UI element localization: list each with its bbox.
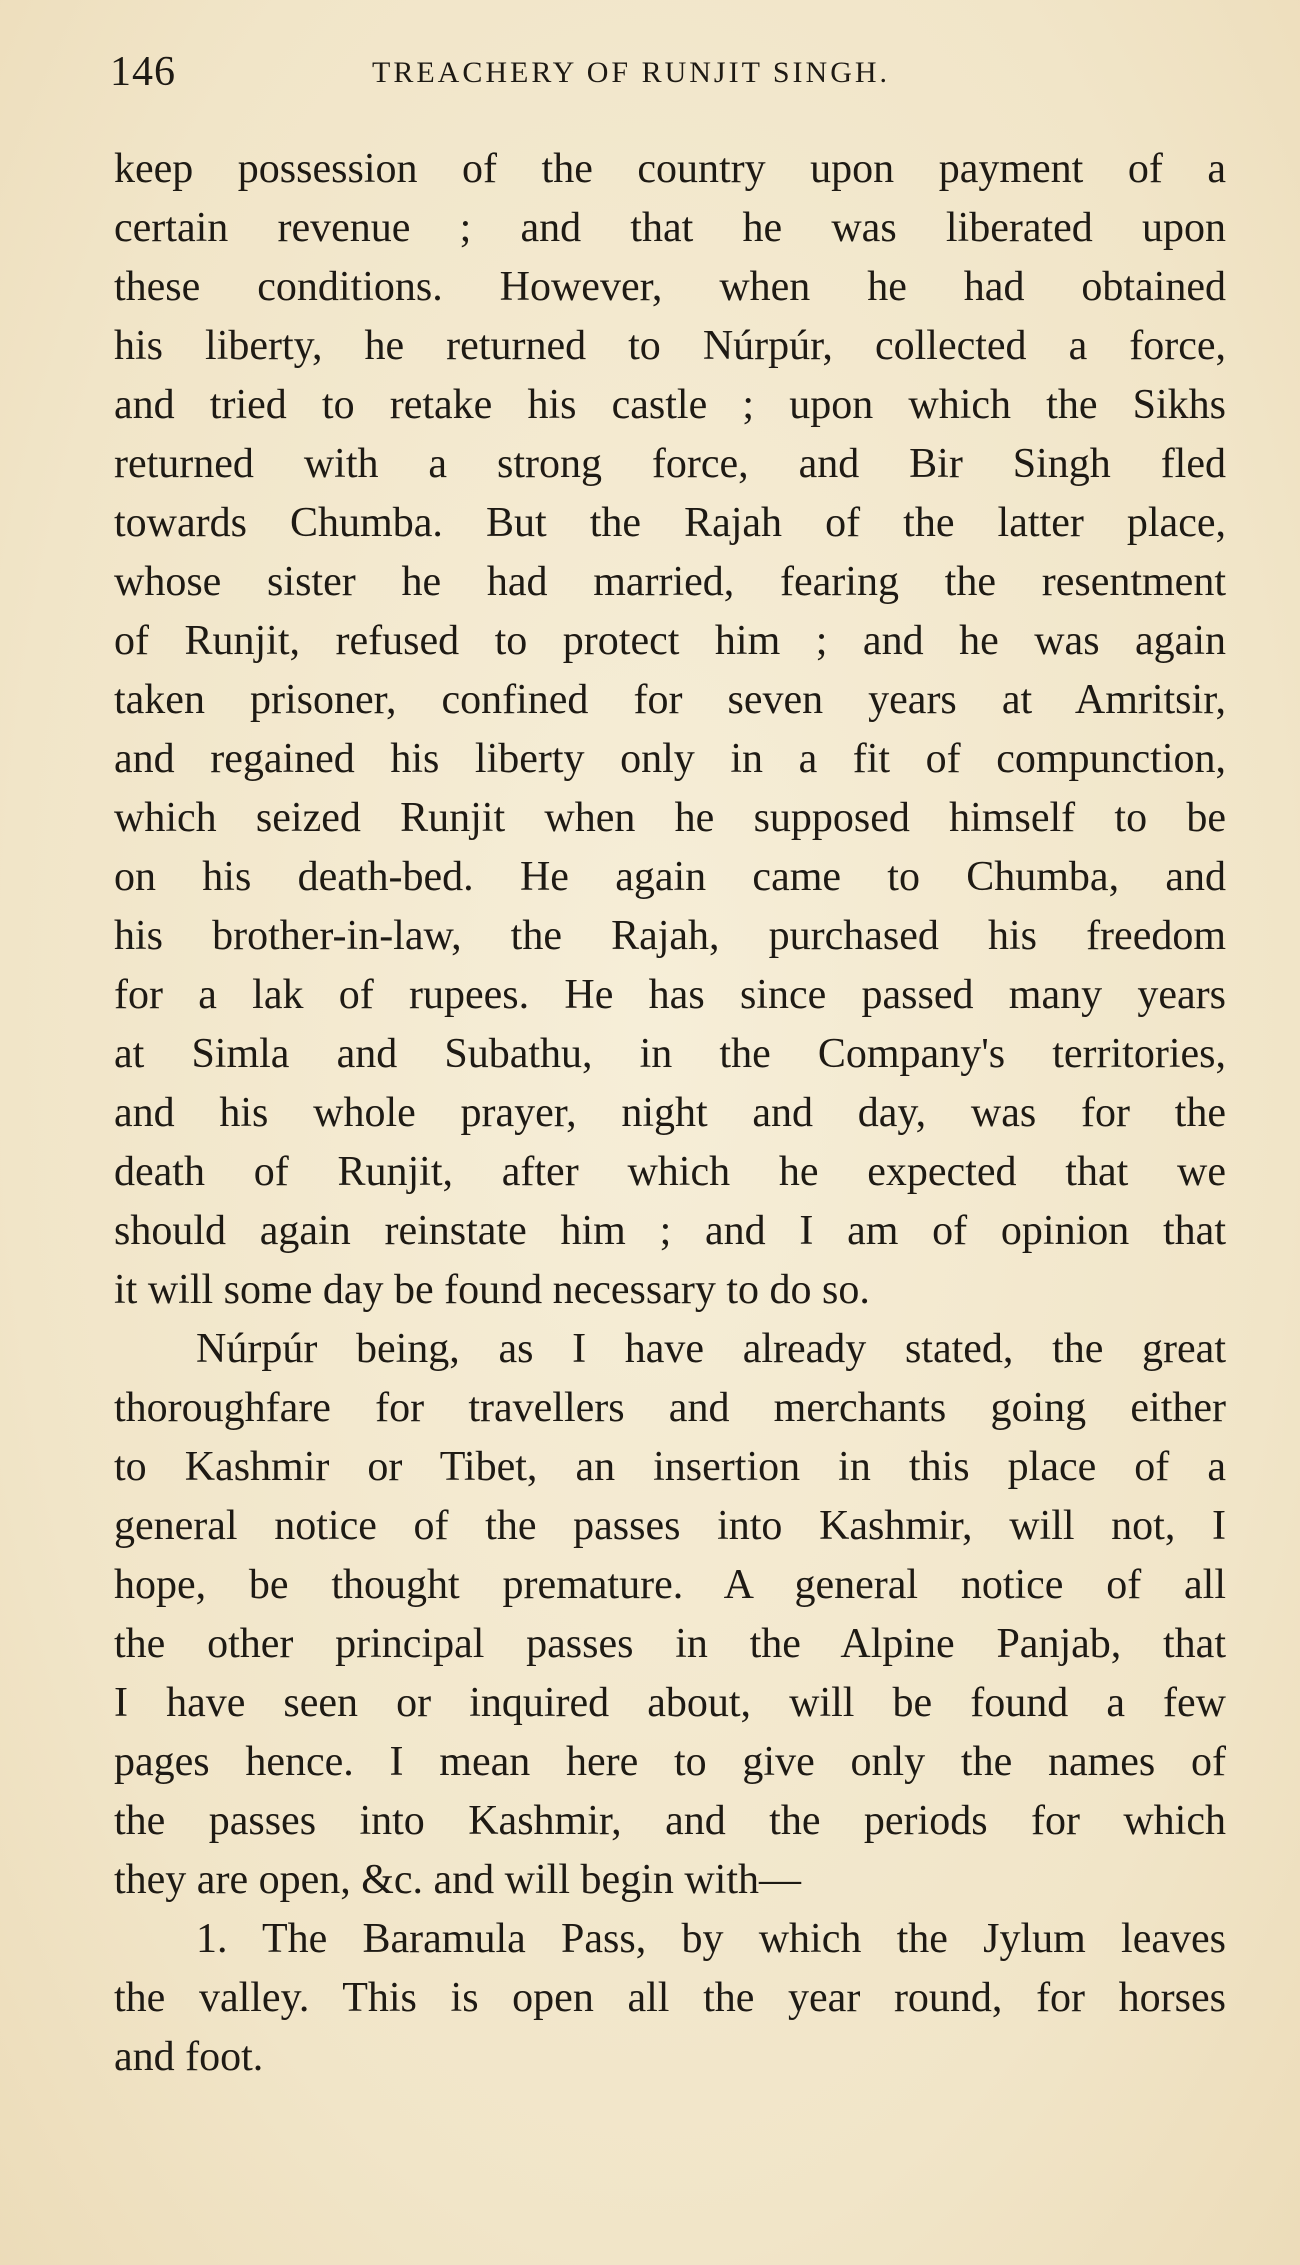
running-title: TREACHERY OF RUNJIT SINGH. [372,56,891,89]
text-line: his brother-in-law, the Rajah, purchased his freedom [114,913,1226,959]
text-line: I have seen or inquired about, will be found a few [114,1680,1226,1726]
text-line: thoroughfare for travellers and merchants going either [114,1385,1226,1431]
text-line: of Runjit, refused to protect him ; and he was again [114,618,1226,664]
text-line: the passes into Kashmir, and the periods for which [114,1798,1226,1844]
text-line: the other principal passes in the Alpine Panjab, that [114,1621,1226,1667]
text-line: and regained his liberty only in a fit of compunction, [114,736,1226,782]
text-line: keep possession of the country upon payment of a [114,146,1226,192]
page-number: 146 [110,49,176,95]
text-line: which seized Runjit when he supposed himself to be [114,795,1226,841]
text-line: pages hence. I mean here to give only the names of [114,1739,1226,1785]
text-line: at Simla and Subathu, in the Company's territories, [114,1031,1226,1077]
paragraph-start-line: Núrpúr being, as I have already stated, the great [196,1326,1226,1372]
paragraph-end-line: they are open, &c. and will begin with— [114,1857,801,1903]
body-text [114,140,1226,2087]
paragraph-end-line: it will some day be found necessary to do so. [114,1267,870,1313]
page-header [110,44,1230,104]
text-line: these conditions. However, when he had obtained [114,264,1226,310]
text-line: towards Chumba. But the Rajah of the latter place, [114,500,1226,546]
list-item-start-line: 1. The Baramula Pass, by which the Jylum leaves [196,1916,1226,1962]
text-line: to Kashmir or Tibet, an insertion in this place of a [114,1444,1226,1490]
text-line: his liberty, he returned to Núrpúr, collected a force, [114,323,1226,369]
text-line: returned with a strong force, and Bir Singh fled [114,441,1226,487]
paragraph-end-line: and foot. [114,2034,264,2080]
text-line: on his death-bed. He again came to Chumba, and [114,854,1226,900]
text-line: taken prisoner, confined for seven years at Amritsir, [114,677,1226,723]
text-line: death of Runjit, after which he expected that we [114,1149,1226,1195]
text-line: and his whole prayer, night and day, was for the [114,1090,1226,1136]
text-line: should again reinstate him ; and I am of opinion that [114,1208,1226,1254]
text-line: general notice of the passes into Kashmir, will not, I [114,1503,1226,1549]
text-line: hope, be thought premature. A general notice of all [114,1562,1226,1608]
text-line: for a lak of rupees. He has since passed many years [114,972,1226,1018]
text-line: and tried to retake his castle ; upon which the Sikhs [114,382,1226,428]
text-line: whose sister he had married, fearing the resentment [114,559,1226,605]
text-line: certain revenue ; and that he was liberated upon [114,205,1226,251]
text-line: the valley. This is open all the year round, for horses [114,1975,1226,2021]
